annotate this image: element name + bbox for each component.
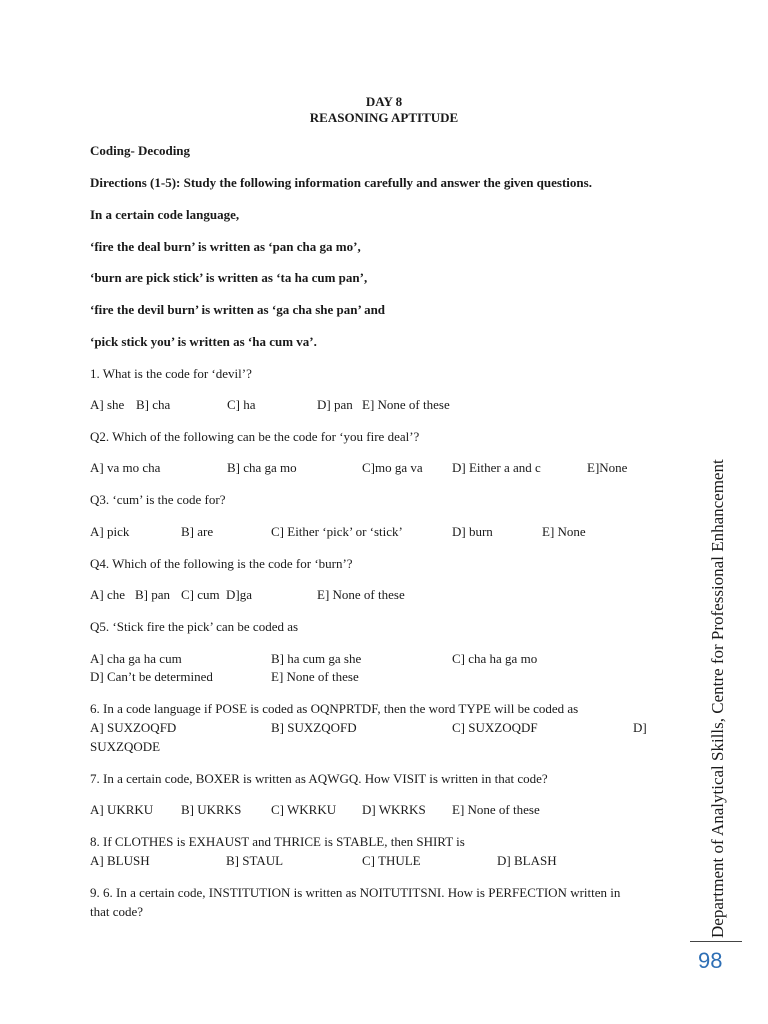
question-8: 8. If CLOTHES is EXHAUST and THRICE is STABLE, then SHIRT is: [90, 834, 465, 849]
q1-option-b: B] cha: [136, 397, 171, 412]
q4-option-e: E] None of these: [317, 587, 405, 602]
code-statement: ‘pick stick you’ is written as ‘ha cum va’.: [90, 334, 317, 349]
q7-option-e: E] None of these: [452, 802, 540, 817]
question-9-continued: that code?: [90, 904, 144, 919]
intro-text: In a certain code language,: [90, 207, 240, 222]
question-7: 7. In a certain code, BOXER is written as AQWGQ. How VISIT is written in that code?: [90, 771, 548, 786]
section-title: Coding- Decoding: [90, 143, 191, 158]
q6-option-b: B] SUXZQOFD: [271, 720, 357, 735]
question-4: Q4. Which of the following is the code for ‘burn’?: [90, 556, 353, 571]
directions: Directions (1-5): Study the following information carefully and answer the given questions.: [90, 175, 592, 190]
q2-option-a: A] va mo cha: [90, 460, 161, 475]
q1-option-a: A] she: [90, 397, 125, 412]
q5-option-b: B] ha cum ga she: [271, 651, 362, 666]
q5-option-e: E] None of these: [271, 669, 359, 684]
question-2: Q2. Which of the following can be the code for ‘you fire deal’?: [90, 429, 420, 444]
q8-option-a: A] BLUSH: [90, 853, 150, 868]
day-heading: DAY 8: [365, 94, 403, 109]
q4-option-d: D]ga: [226, 587, 252, 602]
q2-option-d: D] Either a and c: [452, 460, 541, 475]
q1-option-c: C] ha: [227, 397, 256, 412]
question-6: 6. In a code language if POSE is coded as OQNPRTDF, then the word TYPE will be coded as: [90, 701, 579, 716]
q5-option-a: A] cha ga ha cum: [90, 651, 182, 666]
q2-option-c: C]mo ga va: [362, 460, 423, 475]
q2-option-b: B] cha ga mo: [227, 460, 297, 475]
q4-option-b: B] pan: [135, 587, 171, 602]
q3-option-e: E] None: [542, 524, 586, 539]
footer-rule: [690, 941, 742, 942]
q7-option-d: D] WKRKS: [362, 802, 426, 817]
q6-option-d-value: SUXZQODE: [90, 739, 161, 754]
question-1: 1. What is the code for ‘devil’?: [90, 366, 252, 381]
question-5: Q5. ‘Stick fire the pick’ can be coded as: [90, 619, 299, 634]
q6-option-c: C] SUXZOQDF: [452, 720, 538, 735]
q6-option-d: D]: [633, 720, 647, 735]
q1-option-e: E] None of these: [362, 397, 450, 412]
q4-option-a: A] che: [90, 587, 126, 602]
q7-option-c: C] WKRKU: [271, 802, 337, 817]
q4-option-c: C] cum: [181, 587, 220, 602]
q5-option-d: D] Can’t be determined: [90, 669, 213, 684]
q7-option-a: A] UKRKU: [90, 802, 154, 817]
code-statement: ‘fire the devil burn’ is written as ‘ga cha she pan’ and: [90, 302, 386, 317]
page-number: 98: [698, 948, 723, 973]
question-9: 9. 6. In a certain code, INSTITUTION is written as NOITUTITSNI. How is PERFECTION written in: [90, 885, 621, 900]
q8-option-b: B] STAUL: [226, 853, 284, 868]
q3-option-d: D] burn: [452, 524, 493, 539]
q5-option-c: C] cha ha ga mo: [452, 651, 538, 666]
code-statement: ‘burn are pick stick’ is written as ‘ta ha cum pan’,: [90, 270, 368, 285]
subject-heading: REASONING APTITUDE: [309, 110, 459, 125]
q7-option-b: B] UKRKS: [181, 802, 242, 817]
q3-option-a: A] pick: [90, 524, 130, 539]
code-statement: ‘fire the deal burn’ is written as ‘pan cha ga mo’,: [90, 239, 361, 254]
q1-option-d: D] pan: [317, 397, 353, 412]
question-3: Q3. ‘cum’ is the code for?: [90, 492, 226, 507]
q3-option-b: B] are: [181, 524, 214, 539]
q6-option-a: A] SUXZOQFD: [90, 720, 177, 735]
q2-option-e: E]None: [587, 460, 628, 475]
q8-option-d: D] BLASH: [497, 853, 557, 868]
q8-option-c: C] THULE: [362, 853, 421, 868]
q3-option-c: C] Either ‘pick’ or ‘stick’: [271, 524, 403, 539]
department-sidebar-label: Department of Analytical Skills, Centre for Professional Enhancement: [708, 459, 727, 938]
